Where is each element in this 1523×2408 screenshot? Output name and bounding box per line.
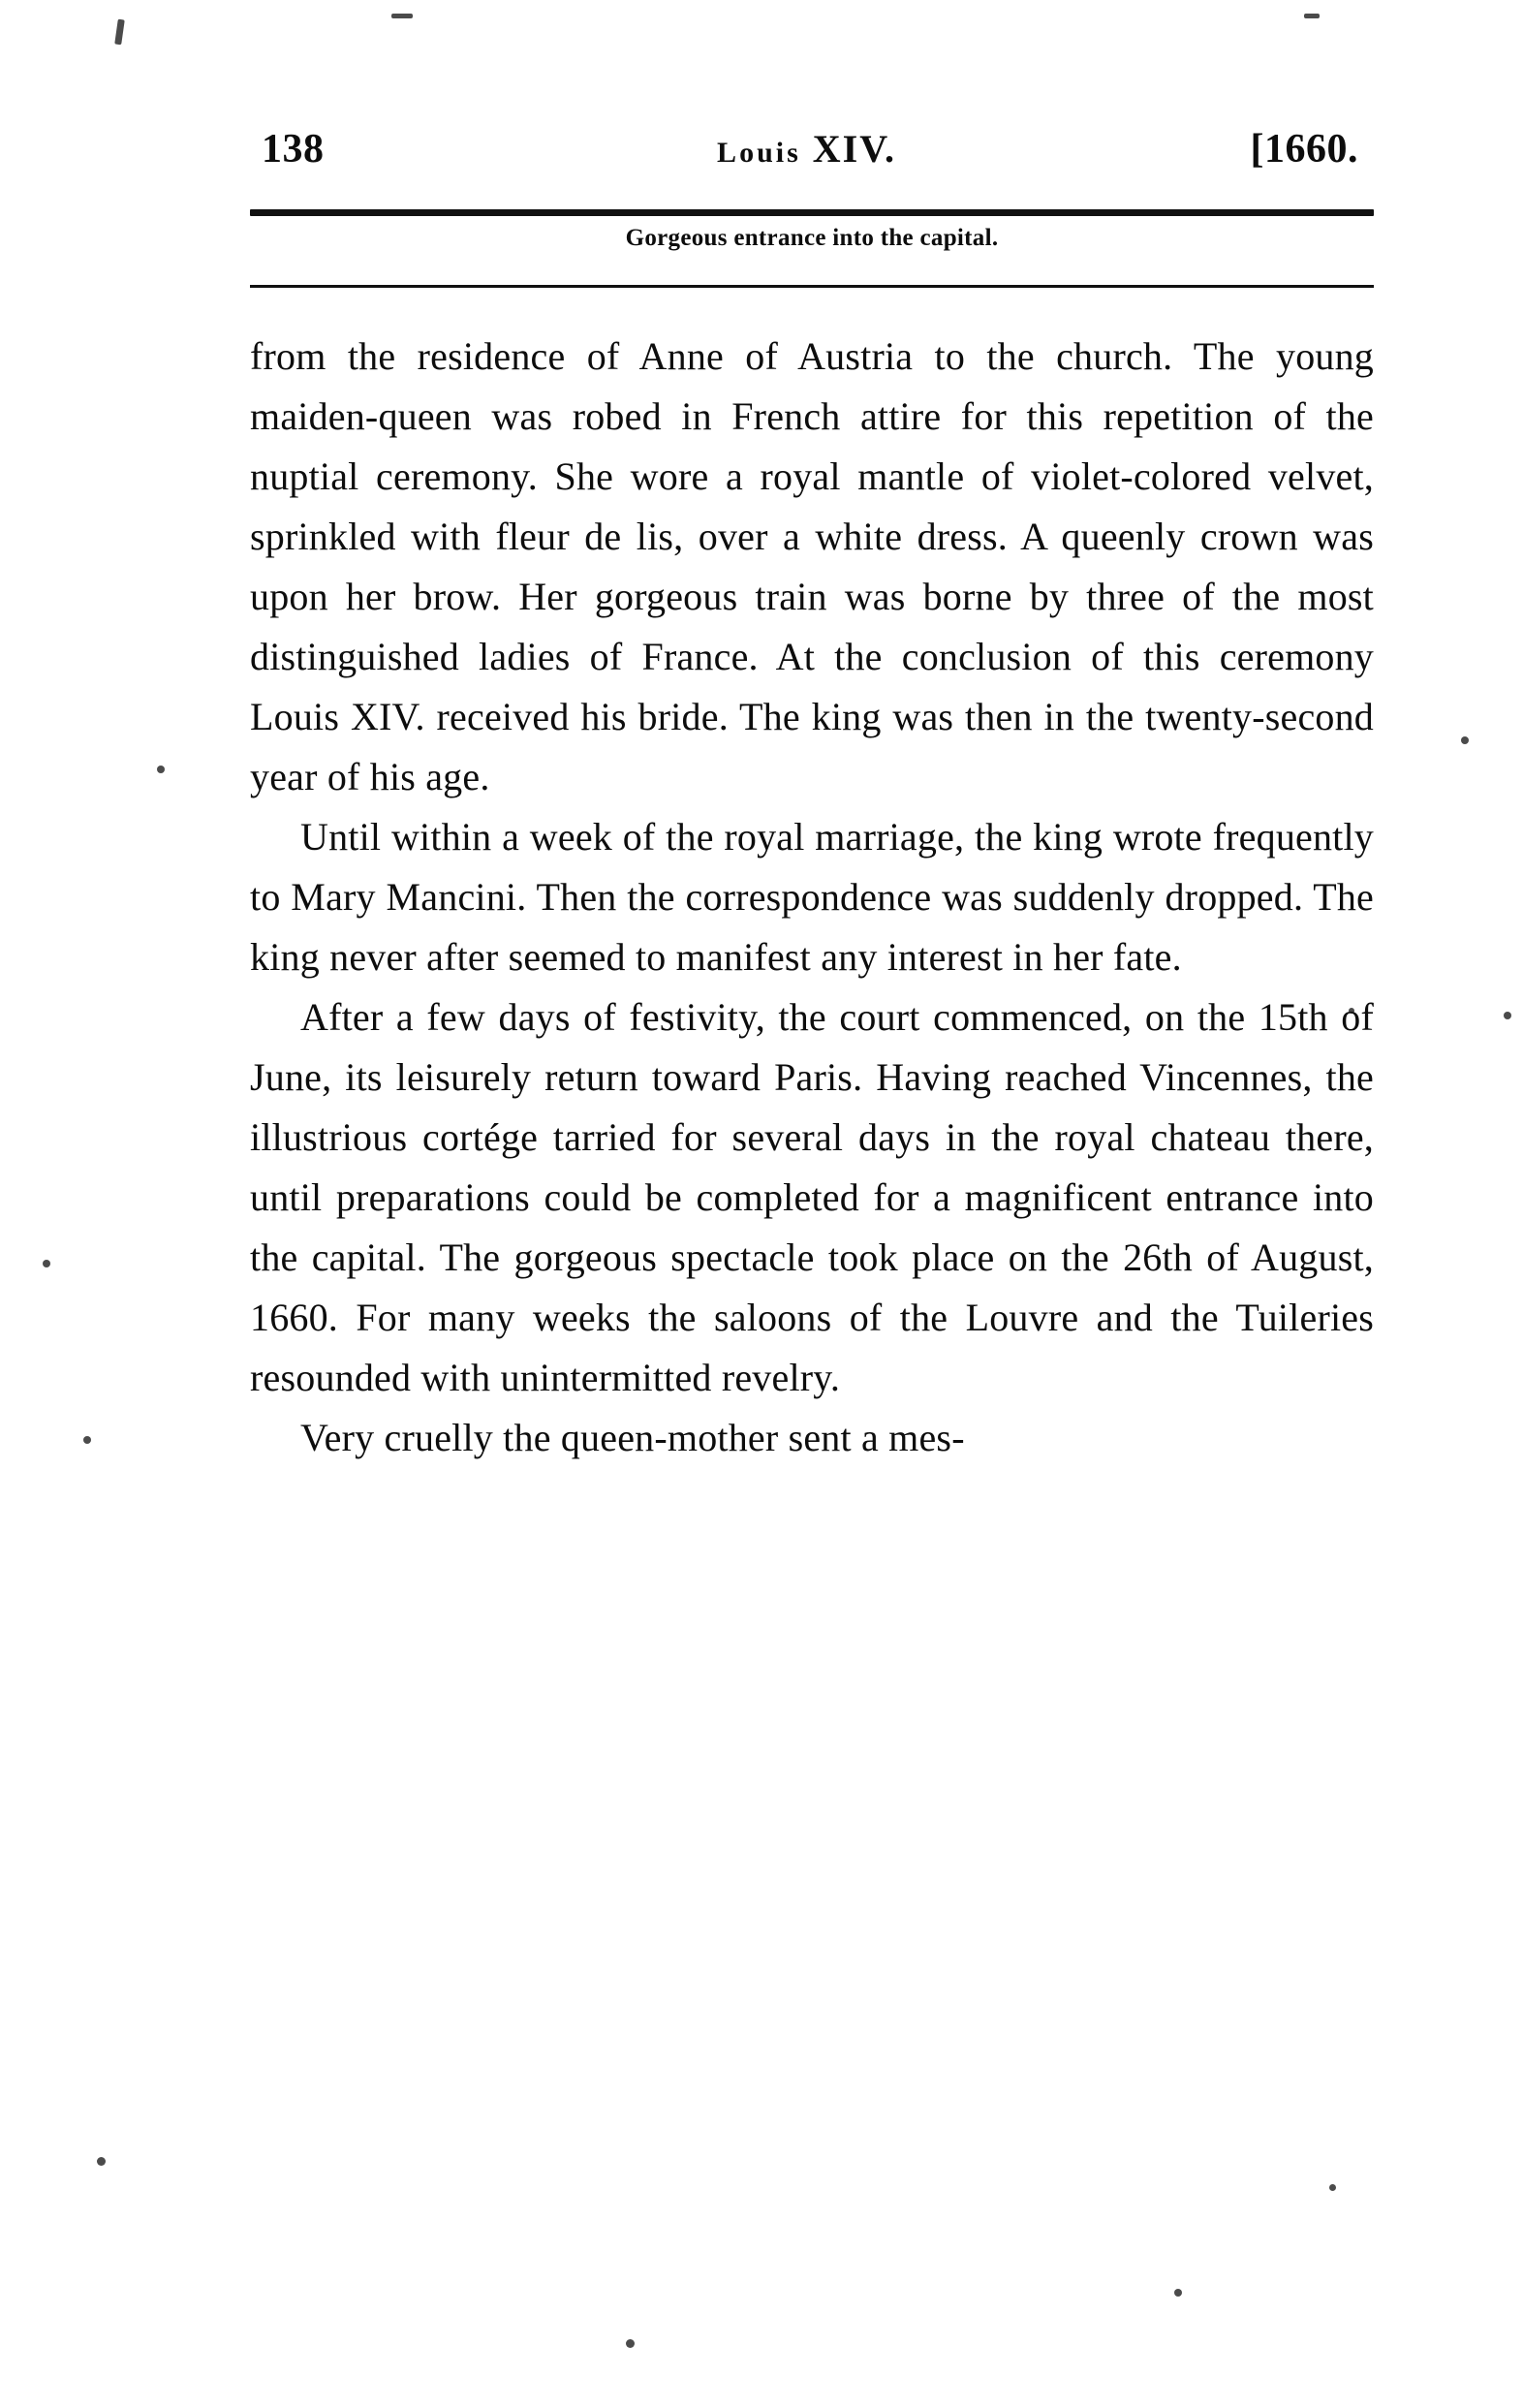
running-title-numeral: XIV. — [812, 127, 896, 171]
scan-speck — [626, 2339, 635, 2348]
paragraph: After a few days of festivity, the court commenced, on the 15th of June, its leisurely return toward Paris. Having reached Vincennes, the illustrious cortége tarried for several days in the royal chateau there, until preparations could be completed for a magnificent entrance into the capital. The gorgeous spectacle took place on the 26th of August, 1660. For many weeks the saloons of the Louvre and the Tuileries resounded with unintermitted revelry. — [250, 995, 1374, 1399]
section-subheading: Gorgeous entrance into the capital. — [625, 225, 999, 251]
year-marker: [1660. — [1250, 127, 1358, 172]
running-title — [717, 126, 896, 172]
scan-speck — [1304, 14, 1320, 18]
scan-speck — [1329, 2184, 1336, 2191]
running-title-name: ouis — [739, 137, 801, 169]
paragraph: Very cruelly the queen-mother sent a mes- — [300, 1416, 965, 1459]
scan-speck — [157, 766, 165, 773]
paragraph: from the residence of Anne of Austria to the church. The young maiden-queen was robed in French attire for this repetition of the nuptial ceremony. She wore a royal mantle of violet-colored velvet, sprinkled with fleur de lis, over a white dress. A queenly crown was upon her brow. Her gorgeous train was borne by three of the most distinguished ladies of France. At the conclusion of this ceremony Louis XIV. received his bride. The king was then in the twenty-second year of his age. — [250, 334, 1374, 798]
scan-speck — [83, 1436, 91, 1444]
page-content — [250, 126, 1374, 1468]
header-rule-thick — [250, 209, 1374, 216]
scan-speck — [1504, 1012, 1511, 1019]
scan-speck — [1461, 736, 1469, 744]
scan-speck — [114, 19, 125, 46]
paragraph: Until within a week of the royal marriage, the king wrote frequently to Mary Mancini. Then the correspondence was suddenly dropped. The king never after seemed to manifest any interest in her fate. — [250, 815, 1374, 979]
body-text — [250, 327, 1374, 1468]
scan-speck — [43, 1260, 50, 1267]
header-rule-thin — [250, 285, 1374, 288]
scan-speck — [1174, 2289, 1182, 2297]
scan-speck — [97, 2157, 106, 2166]
page-number: 138 — [262, 127, 325, 172]
page-header — [250, 126, 1374, 194]
scan-speck — [391, 14, 413, 18]
running-title-smallcaps: L — [717, 137, 740, 169]
